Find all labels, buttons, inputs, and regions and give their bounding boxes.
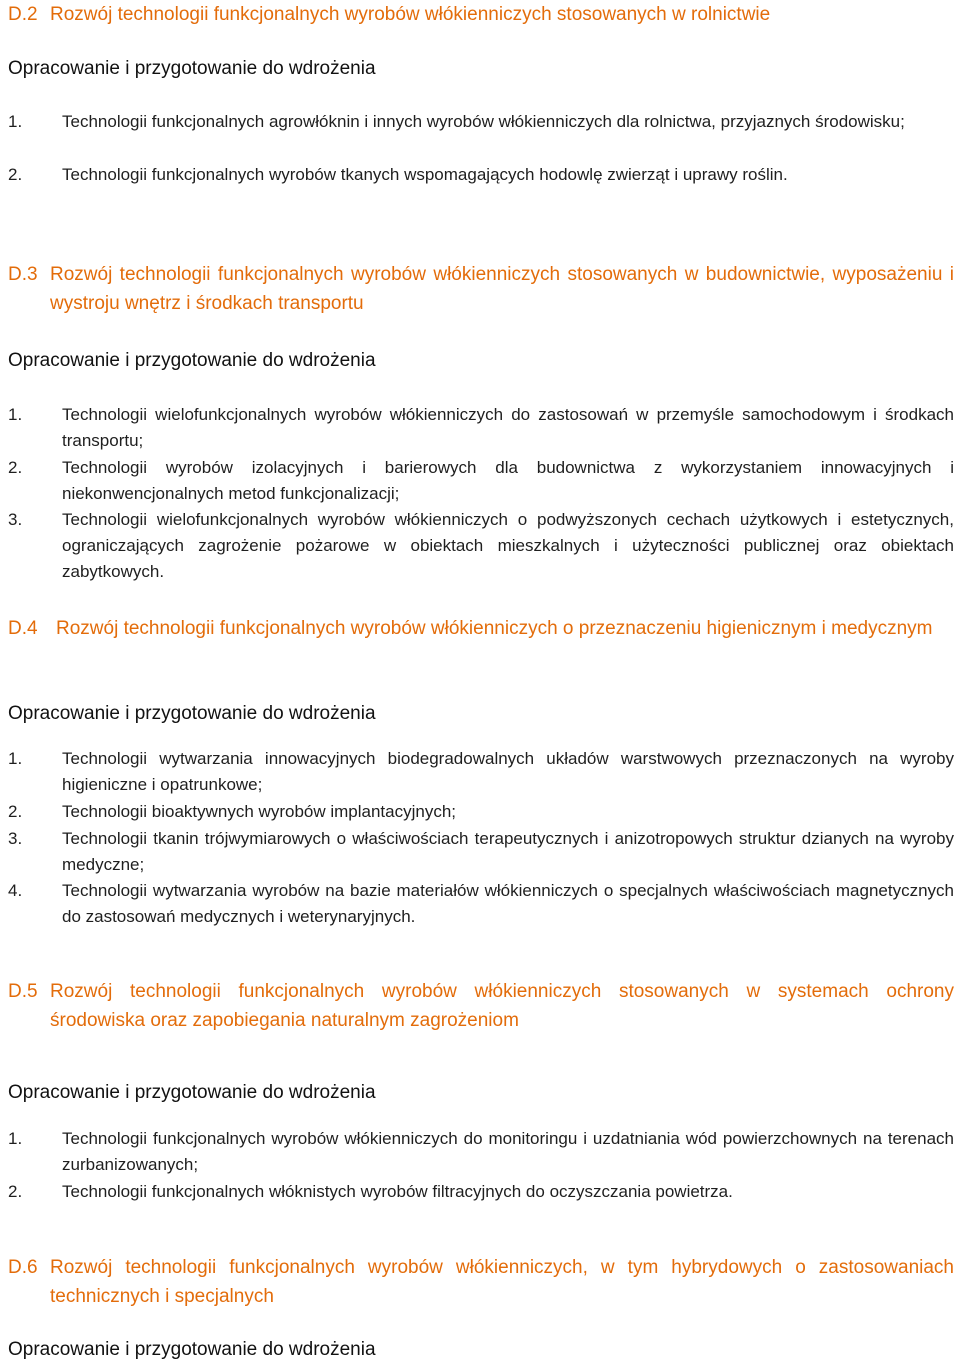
- list-item: [8, 162, 954, 188]
- item-number: 3.: [8, 510, 23, 529]
- item-number: 1.: [8, 112, 23, 131]
- item-text: Technologii funkcjonalnych włóknistych wyrobów filtracyjnych do oczyszczania powietrza.: [62, 1182, 733, 1201]
- section-number: D.2: [8, 4, 38, 25]
- list-item: [8, 455, 954, 507]
- section-title: Rozwój technologii funkcjonalnych wyrobów włókienniczych stosowanych w systemach ochrony środowiska oraz zapobiegania naturalnym zagrożeniom: [50, 981, 954, 1031]
- item-number: 4.: [8, 881, 23, 900]
- section-number: D.3: [8, 264, 38, 285]
- item-text: Technologii wielofunkcjonalnych wyrobów włókienniczych do zastosowań w przemyśle samochodowym i środkach transportu;: [62, 405, 954, 450]
- subheading: Opracowanie i przygotowanie do wdrożenia: [8, 350, 376, 371]
- item-number: 2.: [8, 1182, 23, 1201]
- list-item: [8, 1179, 954, 1205]
- item-text: Technologii tkanin trójwymiarowych o właściwościach terapeutycznych i anizotropowych struktur dzianych na wyroby medyczne;: [62, 829, 954, 874]
- item-text: Technologii funkcjonalnych agrowłóknin i innych wyrobów włókienniczych dla rolnictwa, przyjaznych środowisku;: [62, 112, 905, 131]
- section-number: D.4: [8, 618, 38, 639]
- item-text: Technologii funkcjonalnych wyrobów tkanych wspomagających hodowlę zwierząt i uprawy roślin.: [62, 165, 788, 184]
- list-item: [8, 507, 954, 585]
- item-number: 2.: [8, 165, 23, 184]
- item-number: 1.: [8, 749, 23, 768]
- item-number: 1.: [8, 405, 23, 424]
- subheading: Opracowanie i przygotowanie do wdrożenia: [8, 1082, 376, 1103]
- list-item: [8, 1126, 954, 1178]
- list-item: [8, 826, 954, 878]
- section-title: Rozwój technologii funkcjonalnych wyrobów włókienniczych o przeznaczeniu higienicznym i medycznym: [56, 618, 933, 639]
- section-number: D.6: [8, 1257, 38, 1278]
- item-text: Technologii wielofunkcjonalnych wyrobów włókienniczych o podwyższonych cechach użytkowych i estetycznych, ograniczających zagrożenie pożarowe w obiektach mieszkalnych i użyteczności publicznej oraz obiektach zabytkowych.: [62, 510, 954, 581]
- item-number: 1.: [8, 1129, 23, 1148]
- list-item: [8, 746, 954, 798]
- item-text: Technologii wytwarzania wyrobów na bazie materiałów włókienniczych o specjalnych właściwościach magnetycznych do zastosowań medycznych i weterynaryjnych.: [62, 881, 954, 926]
- section-heading-d2: [8, 0, 954, 29]
- item-number: 2.: [8, 458, 23, 477]
- item-number: 2.: [8, 802, 23, 821]
- section-number: D.5: [8, 981, 38, 1002]
- list-item: [8, 799, 954, 825]
- list-item: [8, 109, 954, 135]
- section-title: Rozwój technologii funkcjonalnych wyrobów włókienniczych, w tym hybrydowych o zastosowaniach technicznych i specjalnych: [50, 1257, 954, 1307]
- section-heading-d5: [8, 977, 954, 1035]
- item-text: Technologii wyrobów izolacyjnych i barierowych dla budownictwa z wykorzystaniem innowacyjnych i niekonwencjonalnych metod funkcjonalizacji;: [62, 458, 954, 503]
- subheading: Opracowanie i przygotowanie do wdrożenia: [8, 1339, 376, 1360]
- item-text: Technologii funkcjonalnych wyrobów włókienniczych do monitoringu i uzdatniania wód powierzchownych na terenach zurbanizowanych;: [62, 1129, 954, 1174]
- section-title: Rozwój technologii funkcjonalnych wyrobów włókienniczych stosowanych w rolnictwie: [50, 4, 771, 25]
- item-text: Technologii wytwarzania innowacyjnych biodegradowalnych układów warstwowych przeznaczonych na wyroby higieniczne i opatrunkowe;: [62, 749, 954, 794]
- item-text: Technologii bioaktywnych wyrobów implantacyjnych;: [62, 802, 457, 821]
- list-item: [8, 402, 954, 454]
- list-item: [8, 878, 954, 930]
- subheading: Opracowanie i przygotowanie do wdrożenia: [8, 703, 376, 724]
- subheading: Opracowanie i przygotowanie do wdrożenia: [8, 58, 376, 79]
- section-heading-d4: [8, 614, 954, 643]
- section-heading-d3: [8, 260, 954, 318]
- section-heading-d6: [8, 1253, 954, 1311]
- section-title: Rozwój technologii funkcjonalnych wyrobów włókienniczych stosowanych w budownictwie, wyposażeniu i wystroju wnętrz i środkach transportu: [50, 264, 954, 314]
- item-number: 3.: [8, 829, 23, 848]
